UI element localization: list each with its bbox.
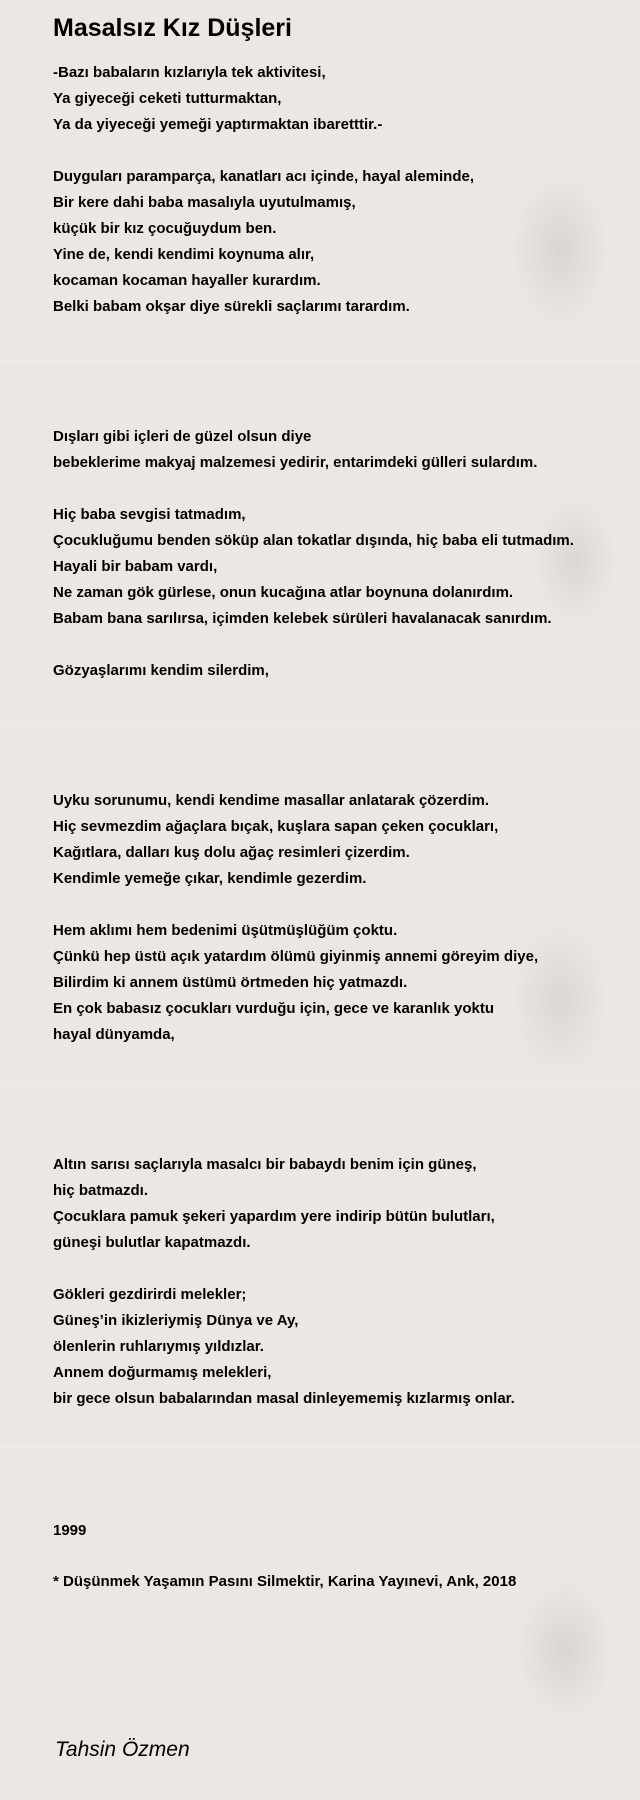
poem-line: Ya da yiyeceği yemeği yaptırmaktan ibaretttir.- xyxy=(53,116,383,133)
stanza xyxy=(53,424,640,476)
poem-line: kocaman kocaman hayaller kurardım. xyxy=(53,272,321,289)
poem-line: -Bazı babaların kızlarıyla tek aktivitesi, xyxy=(53,64,326,81)
poem-line: hayal dünyamda, xyxy=(53,1026,175,1043)
poem-line: bebeklerime makyaj malzemesi yedirir, entarimdeki gülleri sulardım. xyxy=(53,454,538,471)
poem-line: Uyku sorunumu, kendi kendime masallar anlatarak çözerdim. xyxy=(53,792,489,809)
poem-line: Babam bana sarılırsa, içimden kelebek sürüleri havalanacak sanırdım. xyxy=(53,610,552,627)
poem-line: Dışları gibi içleri de güzel olsun diye xyxy=(53,428,312,445)
poem-line: Çocuklara pamuk şekeri yapardım yere indirip bütün bulutları, xyxy=(53,1208,495,1225)
stanza xyxy=(53,164,640,320)
stanza xyxy=(53,788,640,892)
poem-line: Bilirdim ki annem üstümü örtmeden hiç yatmazdı. xyxy=(53,974,408,991)
section-gap xyxy=(53,1074,640,1152)
poem-line: Hayali bir babam vardı, xyxy=(53,558,218,575)
poem-title: Masalsız Kız Düşleri xyxy=(53,14,292,42)
poem-section-1 xyxy=(53,60,640,320)
poem-line: Gökleri gezdirirdi melekler; xyxy=(53,1286,247,1303)
poem-source: * Düşünmek Yaşamın Pasını Silmektir, Karina Yayınevi, Ank, 2018 xyxy=(53,1573,517,1590)
poem-line: Hem aklımı hem bedenimi üşütmüşlüğüm çoktu. xyxy=(53,922,398,939)
poem-section-4 xyxy=(53,1152,640,1412)
poem-section-2 xyxy=(53,424,640,684)
poem-section-3 xyxy=(53,788,640,1048)
stanza xyxy=(53,502,640,632)
poem-line: Çünkü hep üstü açık yatardım ölümü giyinmiş annemi göreyim diye, xyxy=(53,948,539,965)
poem-body xyxy=(53,60,640,1412)
poem-line: ölenlerin ruhlarıymış yıldızlar. xyxy=(53,1338,264,1355)
poem-line: Kağıtlara, dalları kuş dolu ağaç resimleri çizerdim. xyxy=(53,844,410,861)
poem-line: Hiç baba sevgisi tatmadım, xyxy=(53,506,246,523)
stanza xyxy=(53,1282,640,1412)
stanza xyxy=(53,918,640,1048)
poem-line: Ya giyeceği ceketi tutturmaktan, xyxy=(53,90,282,107)
poem-line: Ne zaman gök gürlese, onun kucağına atlar boynuna dolanırdım. xyxy=(53,584,514,601)
poem-line: Belki babam okşar diye sürekli saçlarımı tarardım. xyxy=(53,298,410,315)
stanza xyxy=(53,658,640,684)
poem-author: Tahsin Özmen xyxy=(55,1738,190,1761)
poem-line: küçük bir kız çocuğuydum ben. xyxy=(53,220,277,237)
stanza xyxy=(53,1152,640,1256)
poem-line: Yine de, kendi kendimi koynuma alır, xyxy=(53,246,315,263)
poem-line: Annem doğurmamış melekleri, xyxy=(53,1364,272,1381)
poem-line: güneşi bulutlar kapatmazdı. xyxy=(53,1234,251,1251)
stanza xyxy=(53,60,640,138)
section-gap xyxy=(53,346,640,424)
poem-line: Gözyaşlarımı kendim silerdim, xyxy=(53,662,269,679)
poem-line: Güneş’in ikizleriymiş Dünya ve Ay, xyxy=(53,1312,299,1329)
poem-line: hiç batmazdı. xyxy=(53,1182,149,1199)
poem-line: Bir kere dahi baba masalıyla uyutulmamış, xyxy=(53,194,356,211)
poem-line: En çok babasız çocukları vurduğu için, gece ve karanlık yoktu xyxy=(53,1000,494,1017)
poem-line: Duyguları paramparça, kanatları acı içinde, hayal aleminde, xyxy=(53,168,475,185)
poem-line: Hiç sevmezdim ağaçlara bıçak, kuşlara sapan çeken çocukları, xyxy=(53,818,499,835)
poem-line: Çocukluğumu benden söküp alan tokatlar dışında, hiç baba eli tutmadım. xyxy=(53,532,574,549)
poem-line: bir gece olsun babalarından masal dinleyememiş kızlarmış onlar. xyxy=(53,1390,515,1407)
poem-line: Kendimle yemeğe çıkar, kendimle gezerdim. xyxy=(53,870,367,887)
poem-year: 1999 xyxy=(53,1522,87,1539)
section-gap xyxy=(53,710,640,788)
poem-line: Altın sarısı saçlarıyla masalcı bir babaydı benim için güneş, xyxy=(53,1156,477,1173)
